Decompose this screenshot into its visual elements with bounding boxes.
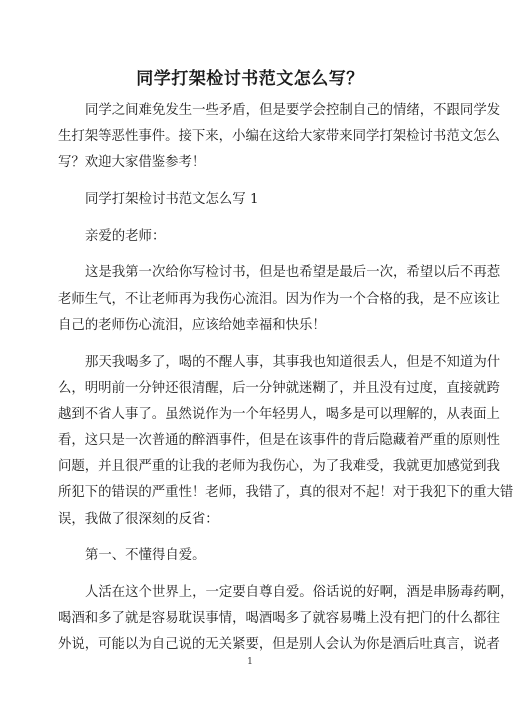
text-line: 喝酒和多了就是容易耽误事情，喝酒喝多了就容易嘴上没有把门的什么都往 [58,611,500,627]
text-line: 这是我第一次给你写检讨书，但是也希望是最后一次，希望以后不再惹 [85,265,501,281]
text-line: 老师生气，不让老师再为我伤心流泪。因为作为一个合格的我，是不应该让 [58,291,500,307]
page-number: 1 [247,657,253,667]
paragraph-2 [58,350,514,533]
salutation: 亲爱的老师： [85,228,166,244]
paragraph-3 [58,580,514,659]
paragraph-1 [58,260,501,339]
text-line: 误，我做了很深刻的反省： [58,511,219,527]
text-line: 外说，可能以为自己说的无关紧要，但是别人会认为你是酒后吐真言，说者 [58,637,500,653]
document-title: 同学打架检讨书范文怎么写？ [136,69,364,89]
text-line: 生打架等恶性事件。接下来，小编在这给大家带来同学打架检讨书范文怎么 [58,129,500,145]
text-line: 那天我喝多了，喝的不醒人事，其事我也知道很丢人，但是不知道为什 [85,354,501,370]
text-line: 看，这只是一次普通的醉酒事件，但是在该事件的背后隐藏着严重的原则性 [58,433,500,449]
text-line: 人活在这个世界上，一定要自尊自爱。俗话说的好啊，酒是串肠毒药啊， [85,585,514,600]
point-heading: 第一、不懂得自爱。 [85,548,206,564]
text-line: 么，明明前一分钟还很清醒，后一分钟就迷糊了，并且没有过度，直接就跨 [58,380,500,396]
document-body [58,98,514,659]
text-line: 问题，并且很严重的让我的老师为我伤心，为了我难受，我就更加感觉到我 [58,459,500,475]
text-line: 越到不省人事了。虽然说作为一个年轻男人，喝多是可以理解的，从表面上 [58,406,500,422]
text-line: 同学之间难免发生一些矛盾，但是要学会控制自己的情绪，不跟同学发 [85,103,501,118]
text-line: 所犯下的错误的严重性！老师，我错了，真的很对不起！对于我犯下的重大错 [58,485,514,501]
section-heading: 同学打架检讨书范文怎么写 1 [85,192,259,208]
text-line: 自己的老师伤心流泪，应该给她幸福和快乐！ [58,317,326,333]
intro-paragraph [58,98,501,177]
text-line: 写？欢迎大家借鉴参考！ [58,155,206,171]
